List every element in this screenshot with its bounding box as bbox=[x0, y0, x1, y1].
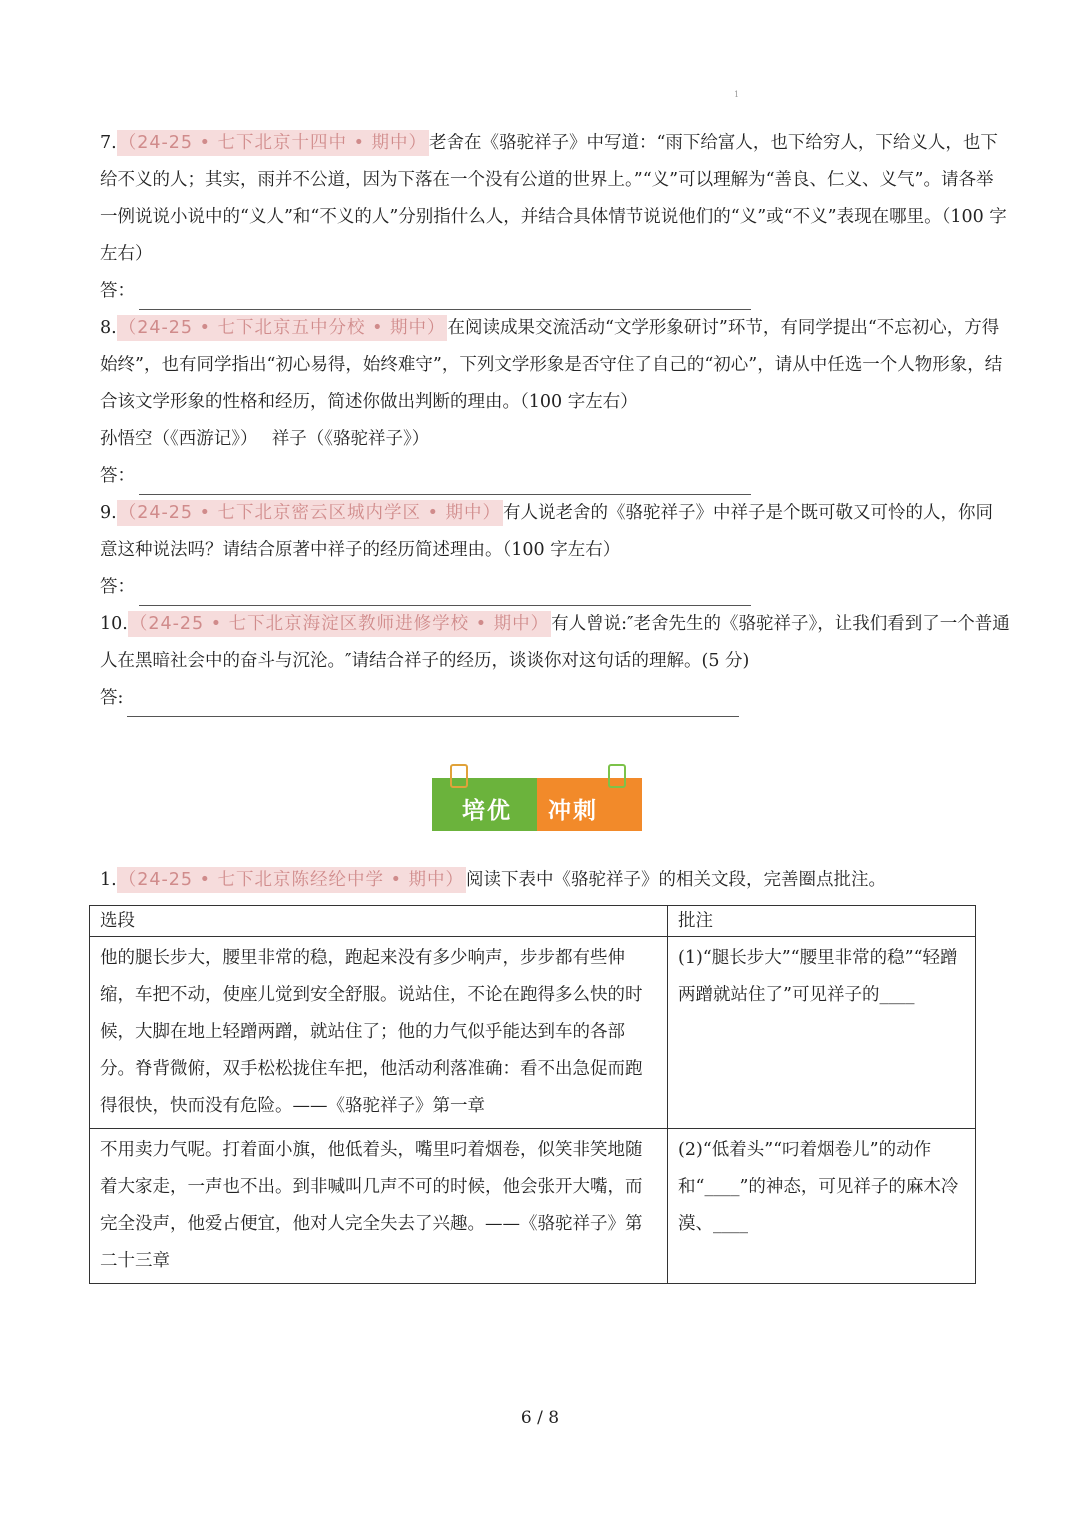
question-text: 有人说老舍的《骆驼祥子》中祥子是个既可敬又可怜的人，你同意这种说法吗？请结合原著中祥子的经历简述理由。（100 字左右） bbox=[100, 503, 993, 560]
question-8 bbox=[100, 310, 1010, 495]
table-header-row bbox=[90, 906, 976, 937]
question-number: 8. bbox=[100, 318, 117, 338]
binder-clip-icon bbox=[608, 764, 626, 788]
answer-label: 答： bbox=[100, 577, 135, 597]
page-mark: 1 bbox=[734, 90, 740, 99]
badge-label-left: 培优 bbox=[462, 798, 512, 824]
answer-label: 答： bbox=[100, 281, 135, 301]
answer-line[interactable] bbox=[127, 694, 739, 717]
question-number: 10. bbox=[100, 614, 128, 634]
answer-label: 答: bbox=[100, 688, 124, 708]
page-number: 6 / 8 bbox=[520, 1408, 560, 1428]
excerpt-question bbox=[100, 862, 1010, 899]
column-header: 批注 bbox=[668, 906, 976, 937]
answer-row bbox=[100, 680, 1010, 717]
character-options: 孙悟空（《西游记》） 祥子（《骆驼祥子》） bbox=[100, 429, 430, 449]
source-tag: （24-25 • 七下北京海淀区教师进修学校 • 期中） bbox=[128, 611, 551, 637]
question-text: 有人曾说:″老舍先生的《骆驼祥子》，让我们看到了一个普通人在黑暗社会中的奋斗与沉沦。″请结合祥子的经历，谈谈你对这句话的理解。(5 分) bbox=[100, 614, 1010, 671]
question-number: 7. bbox=[100, 133, 117, 153]
question-text: 老舍在《骆驼祥子》中写道：“雨下给富人，也下给穷人，下给义人，也下给不义的人；其实，雨并不公道，因为下落在一个没有公道的世界上。”“义”可以理解为“善良、仁义、义气”。请各举一例说说小说中的“义人”和“不义的人”分别指什么人，并结合具体情节说说他们的“义”或“不义”表现在哪里。（100 字左右） bbox=[100, 133, 1007, 264]
column-header: 选段 bbox=[90, 906, 668, 937]
question-text: 在阅读成果交流活动“文学形象研讨”环节，有同学提出“不忘初心，方得始终”，也有同学指出“初心易得，始终难守”，下列文学形象是否守住了自己的“初心”，请从中任选一个人物形象，结合该文学形象的性格和经历，简述你做出判断的理由。（100 字左右） bbox=[100, 318, 1003, 412]
binder-clip-icon bbox=[450, 764, 468, 788]
question-10 bbox=[100, 606, 1010, 717]
annotation-table bbox=[89, 905, 976, 1284]
note-cell[interactable]: (1)“腿长步大”“腰里非常的稳”“轻蹭两蹭就站住了”可见祥子的____ bbox=[668, 937, 976, 1129]
section-badge bbox=[432, 762, 642, 840]
excerpt-cell: 他的腿长步大，腰里非常的稳，跑起来没有多少响声，步步都有些伸缩，车把不动，使座儿觉到安全舒服。说站住，不论在跑得多么快的时候，大脚在地上轻蹭两蹭，就站住了；他的力气似乎能达到车的各部分。脊背微俯，双手松松拢住车把，他活动利落准确：看不出急促而跑得很快，快而没有危险。——《骆驼祥子》第一章 bbox=[90, 937, 668, 1129]
question-9 bbox=[100, 495, 1010, 606]
table-row bbox=[90, 937, 976, 1129]
source-tag: （24-25 • 七下北京陈经纶中学 • 期中） bbox=[117, 867, 466, 893]
question-text: 阅读下表中《骆驼祥子》的相关文段，完善圈点批注。 bbox=[465, 870, 886, 890]
note-cell[interactable]: (2)“低着头”“叼着烟卷儿”的动作和“____”的神态，可见祥子的麻木冷漠、____ bbox=[668, 1129, 976, 1284]
badge-label-right: 冲刺 bbox=[548, 798, 598, 824]
answer-line[interactable] bbox=[139, 472, 751, 495]
table-row bbox=[90, 1129, 976, 1284]
question-7 bbox=[100, 125, 1010, 310]
answer-line[interactable] bbox=[139, 287, 751, 310]
excerpt-cell: 不用卖力气呢。打着面小旗，他低着头，嘴里叼着烟卷，似笑非笑地随着大家走，一声也不出。到非喊叫几声不可的时候，他会张开大嘴，而完全没声，他爱占便宜，他对人完全失去了兴趣。——《骆驼祥子》第二十三章 bbox=[90, 1129, 668, 1284]
source-tag: （24-25 • 七下北京十四中 • 期中） bbox=[117, 130, 429, 156]
answer-row bbox=[100, 458, 1010, 495]
question-number: 9. bbox=[100, 503, 117, 523]
answer-label: 答： bbox=[100, 466, 135, 486]
source-tag: （24-25 • 七下北京五中分校 • 期中） bbox=[117, 315, 448, 341]
answer-line[interactable] bbox=[139, 583, 751, 606]
answer-row bbox=[100, 569, 1010, 606]
question-number: 1. bbox=[100, 870, 117, 890]
source-tag: （24-25 • 七下北京密云区城内学区 • 期中） bbox=[117, 500, 503, 526]
answer-row bbox=[100, 273, 1010, 310]
